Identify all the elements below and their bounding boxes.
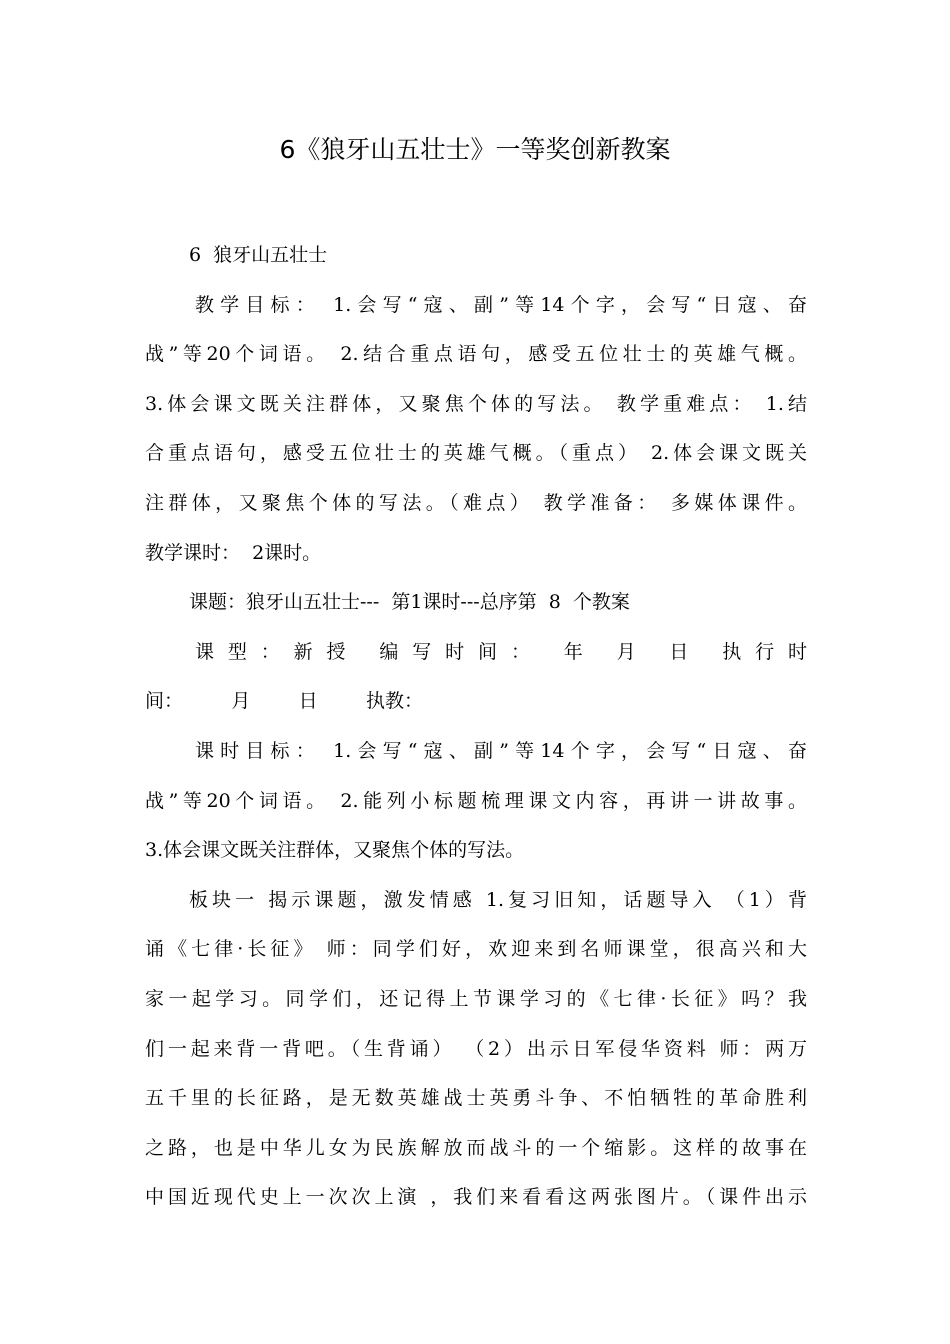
text-line: 课题：狼牙山五壮士--- 第1课时---总序第 8 个教案 bbox=[189, 591, 630, 614]
text-line: 中国近现代史上一次次上演 ，我们来看看这两张图片。（课件出示 bbox=[145, 1186, 807, 1209]
text-line: 教学课时： 2课时。 bbox=[145, 541, 322, 564]
text-line: 课时目标： 1.会写“寇、副”等14个字，会写“日寇、奋 bbox=[195, 739, 807, 762]
text-line: 教学目标： 1.会写“寇、副”等14个字，会写“日寇、奋 bbox=[195, 293, 807, 316]
text-line: 间： 月 日 执教： bbox=[145, 690, 423, 713]
text-line: 板块一 揭示课题，激发情感 1.复习旧知，话题导入 （1）背 bbox=[189, 888, 807, 911]
text-line: 3.体会课文既关注群体，又聚焦个体的写法。 bbox=[145, 839, 525, 862]
document-title: 6《狼牙山五壮士》一等奖创新教案 bbox=[279, 135, 671, 164]
text-line: 战”等20个词语。 2.能列小标题梳理课文内容，再讲一讲故事。 bbox=[145, 789, 807, 812]
text-line: 课型：新授 编写时间： 年 月 日 执行时 bbox=[195, 640, 807, 663]
text-line: 之路，也是中华儿女为民族解放而战斗的一个缩影。这样的故事在 bbox=[145, 1136, 807, 1159]
text-line: 3.体会课文既关注群体，又聚焦个体的写法。 教学重难点： 1.结 bbox=[145, 392, 807, 415]
text-line: 诵《七律·长征》 师：同学们好，欢迎来到名师课堂，很高兴和大 bbox=[145, 938, 807, 961]
text-line: 注群体，又聚焦个体的写法。（难点） 教学准备： 多媒体课件。 bbox=[145, 491, 807, 514]
text-line: 战”等20个词语。 2.结合重点语句，感受五位壮士的英雄气概。 bbox=[145, 343, 807, 366]
text-line: 6 狼牙山五壮士 bbox=[189, 244, 328, 266]
text-line: 们一起来背一背吧。（生背诵） （2）出示日军侵华资料 师：两万 bbox=[145, 1037, 807, 1060]
text-line: 合重点语句，感受五位壮士的英雄气概。（重点） 2.体会课文既关 bbox=[145, 442, 807, 465]
text-line: 家一起学习。同学们，还记得上节课学习的《七律·长征》吗？我 bbox=[145, 987, 807, 1010]
document-body bbox=[145, 231, 807, 1223]
text-line: 五千里的长征路，是无数英雄战士英勇斗争、不怕牺牲的革命胜利 bbox=[145, 1087, 807, 1110]
